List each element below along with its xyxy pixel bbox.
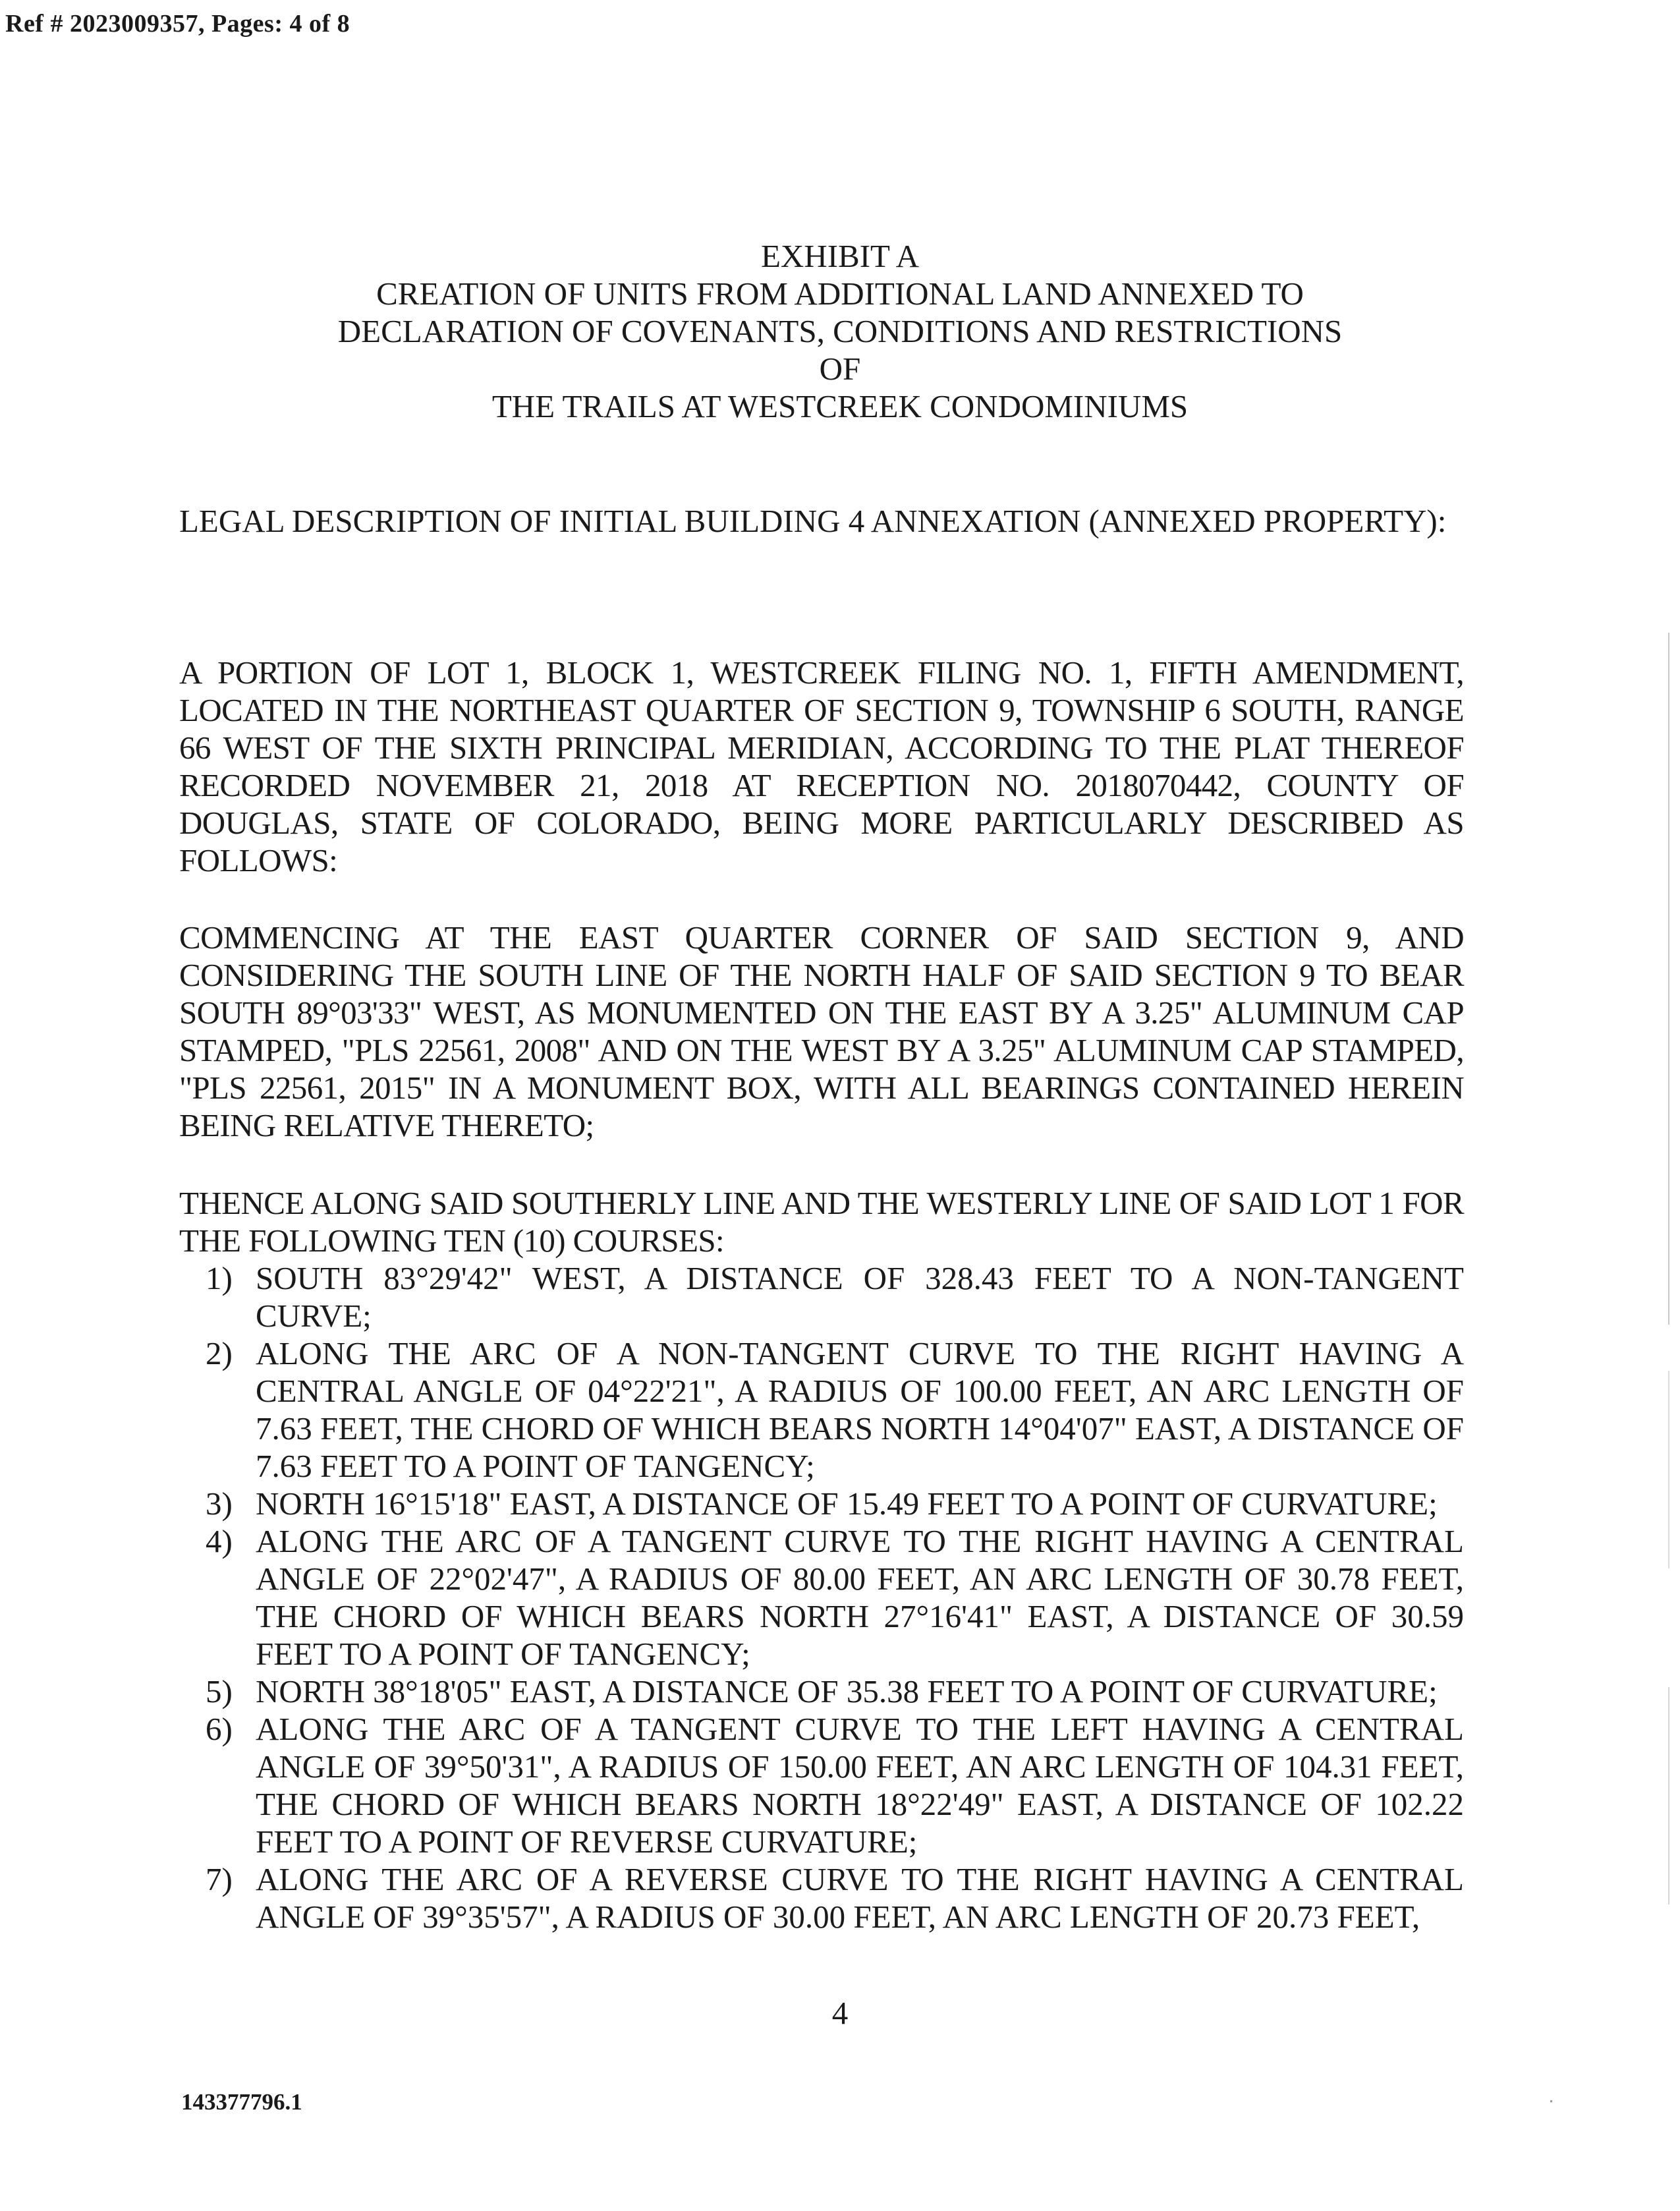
property-description-paragraph [179,654,1464,879]
paragraph-text: THENCE ALONG SAID SOUTHERLY LINE AND THE WESTERLY LINE OF SAID LOT 1 FOR THE FOLLOWING TEN (10) COURSES: [179,1185,1464,1259]
course-number: 5) [206,1673,233,1709]
scan-edge-mark [1668,633,1669,1325]
scan-edge-mark [1668,1687,1669,1905]
course-text: NORTH 38°18'05" EAST, A DISTANCE OF 35.38 FEET TO A POINT OF CURVATURE; [256,1673,1438,1709]
course-text: ALONG THE ARC OF A NON-TANGENT CURVE TO THE RIGHT HAVING A CENTRAL ANGLE OF 04°22'21", A RADIUS OF 100.00 FEET, AN ARC LENGTH OF 7.63 FEET, THE CHORD OF WHICH BEARS NORTH 14°04'07" EAST, A DISTANCE OF 7.63 FEET TO A POINT OF TANGENCY; [256,1335,1464,1484]
course-text: SOUTH 83°29'42" WEST, A DISTANCE OF 328.43 FEET TO A NON-TANGENT CURVE; [256,1260,1464,1334]
scan-speck [1550,2100,1552,2102]
courses-list [179,1259,1464,1936]
thence-paragraph [179,1184,1464,1259]
recording-reference: Ref # 2023009357, Pages: 4 of 8 [5,10,350,38]
course-item [179,1673,1464,1710]
exhibit-title [0,237,1680,425]
course-text: ALONG THE ARC OF A TANGENT CURVE TO THE LEFT HAVING A CENTRAL ANGLE OF 39°50'31", A RADIUS OF 150.00 FEET, AN ARC LENGTH OF 104.31 FEET, THE CHORD OF WHICH BEARS NORTH 18°22'49" EAST, A DISTANCE OF 102.22 FEET TO A POINT OF REVERSE CURVATURE; [256,1711,1464,1860]
paragraph-text: COMMENCING AT THE EAST QUARTER CORNER OF SAID SECTION 9, AND CONSIDERING THE SOUTH LINE OF THE NORTH HALF OF SAID SECTION 9 TO BEAR SOUTH 89°03'33" WEST, AS MONUMENTED ON THE EAST BY A 3.25" ALUMINUM CAP STAMPED, "PLS 22561, 2008" AND ON THE WEST BY A 3.25" ALUMINUM CAP STAMPED, "PLS 22561, 2015" IN A MONUMENT BOX, WITH ALL BEARINGS CONTAINED HEREIN BEING RELATIVE THERETO; [179,919,1464,1143]
title-line: THE TRAILS AT WESTCREEK CONDOMINIUMS [491,388,1189,424]
course-item [179,1335,1464,1485]
course-text: ALONG THE ARC OF A TANGENT CURVE TO THE RIGHT HAVING A CENTRAL ANGLE OF 22°02'47", A RADIUS OF 80.00 FEET, AN ARC LENGTH OF 30.78 FEET, THE CHORD OF WHICH BEARS NORTH 27°16'41" EAST, A DISTANCE OF 30.59 FEET TO A POINT OF TANGENCY; [256,1523,1464,1672]
course-number: 7) [206,1861,233,1897]
course-text: NORTH 16°15'18" EAST, A DISTANCE OF 15.49 FEET TO A POINT OF CURVATURE; [256,1485,1438,1522]
course-item [179,1522,1464,1673]
course-number: 4) [206,1523,233,1559]
title-line: DECLARATION OF COVENANTS, CONDITIONS AND RESTRICTIONS [337,313,1343,349]
title-line: EXHIBIT A [761,238,919,274]
course-number: 2) [206,1335,233,1371]
scan-edge-mark [1668,1371,1669,1568]
title-line: CREATION OF UNITS FROM ADDITIONAL LAND ANNEXED TO [376,275,1304,312]
course-number: 1) [206,1260,233,1296]
course-number: 3) [206,1485,233,1522]
legal-description-heading: LEGAL DESCRIPTION OF INITIAL BUILDING 4 ANNEXATION (ANNEXED PROPERTY): [179,503,1447,539]
course-number: 6) [206,1711,233,1747]
course-item [179,1860,1464,1936]
page-number: 4 [831,1995,849,2031]
course-item [179,1259,1464,1335]
course-item [179,1710,1464,1860]
paragraph-text: A PORTION OF LOT 1, BLOCK 1, WESTCREEK FILING NO. 1, FIFTH AMENDMENT, LOCATED IN THE NORTHEAST QUARTER OF SECTION 9, TOWNSHIP 6 SOUTH, RANGE 66 WEST OF THE SIXTH PRINCIPAL MERIDIAN, ACCORDING TO THE PLAT THEREOF RECORDED NOVEMBER 21, 2018 AT RECEPTION NO. 2018070442, COUNTY OF DOUGLAS, STATE OF COLORADO, BEING MORE PARTICULARLY DESCRIBED AS FOLLOWS: [179,654,1464,878]
commencing-paragraph [179,919,1464,1144]
course-item [179,1485,1464,1522]
title-line: OF [819,351,861,387]
course-text: ALONG THE ARC OF A REVERSE CURVE TO THE RIGHT HAVING A CENTRAL ANGLE OF 39°35'57", A RADIUS OF 30.00 FEET, AN ARC LENGTH OF 20.73 FEET, [256,1861,1464,1935]
document-id: 143377796.1 [181,2089,302,2115]
